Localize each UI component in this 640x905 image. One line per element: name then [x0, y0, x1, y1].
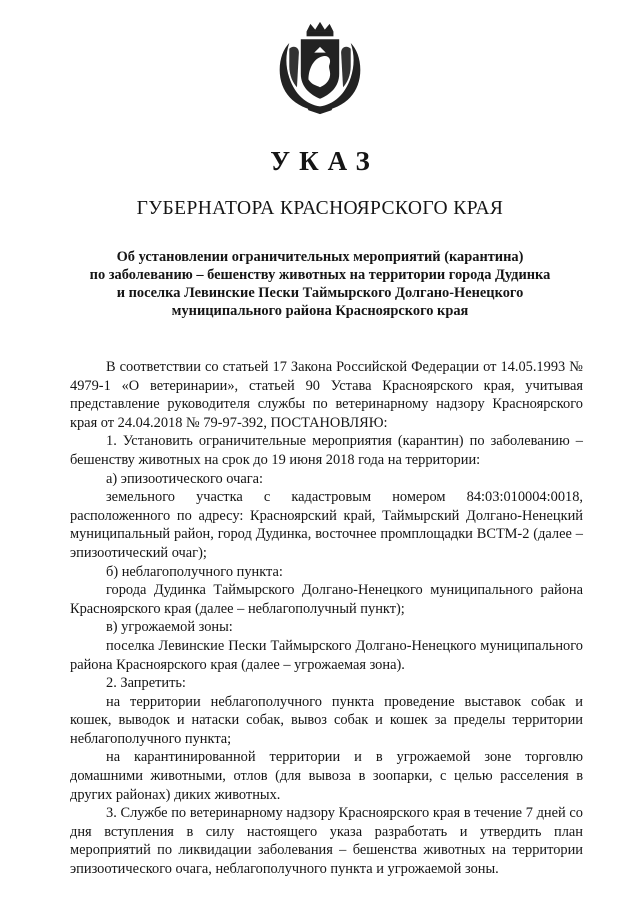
item-3-paragraph: 3. Службе по ветеринарному надзору Красноярского края в течение 7 дней со дня вступления в силу настоящего указа разработать и утвердить план мероприятий по ликвидации заболевания – бешенства животных на территории эпизоотического очага, неблагополучного пункта и угрожаемой зоны. — [70, 805, 583, 878]
heading-line: муниципального района Красноярского края — [171, 303, 469, 319]
subitem-a-label: а) эпизоотического очага: — [106, 470, 264, 487]
subitem-b-label: б) неблагополучного пункта: — [106, 563, 283, 580]
document-subtitle: ГУБЕРНАТОРА КРАСНОЯРСКОГО КРАЯ — [136, 198, 504, 219]
document-title: УКАЗ — [270, 146, 379, 176]
subitem-v-text: поселка Левинские Пески Таймырского Долгано-Ненецкого муниципального района Красноярского края (далее – угрожаемая зона). — [70, 637, 583, 673]
item-2-paragraph: 2. Запретить: — [106, 675, 186, 692]
heading-line: по заболеванию – бешенству животных на территории города Дудинка — [89, 267, 551, 283]
item-1-paragraph: 1. Установить ограничительные мероприятия (карантин) по заболеванию – бешенству животных на срок до 19 июня 2018 года на территории: — [70, 433, 583, 468]
document-heading — [70, 248, 570, 320]
subitem-b-text: города Дудинка Таймырского Долгано-Ненецкого муниципального района Красноярского края (далее – неблагополучный пункт); — [70, 582, 583, 617]
item-2-clause-2: на карантинированной территории и в угрожаемой зоне торговлю домашними животными, отлов (для вывоза в зоопарки, с целью расселения в других районах) диких животных. — [70, 749, 583, 803]
preamble-paragraph: В соответствии со статьей 17 Закона Российской Федерации от 14.05.1993 № 4979-1 «О ветеринарии», статьей 90 Устава Красноярского края, учитывая представление руководителя службы по ветеринарному надзору Красноярского края от 24.04.2018 № 79-97-392, ПОСТАНОВЛЯЮ: — [70, 359, 583, 431]
subitem-v-label: в) угрожаемой зоны: — [106, 619, 233, 636]
document-body — [70, 358, 583, 879]
coat-of-arms-icon — [272, 20, 368, 116]
heading-line: Об установлении ограничительных мероприятий (карантина) — [116, 249, 524, 265]
heading-line: и поселка Левинские Пески Таймырского Долгано-Ненецкого — [116, 285, 524, 301]
item-2-clause-1: на территории неблагополучного пункта проведение выставок собак и кошек, выводок и натаски собак, вывоз собак и кошек за пределы территории неблагополучного пункта; — [70, 693, 583, 747]
subitem-a-text: земельного участка с кадастровым номером 84:03:010004:0018, расположенного по адресу: Красноярский край, Таймырский Долгано-Ненецкий муниципальный район, город Дудинка, восточнее промплощадки ВСТМ-2 (далее – эпизоотический очаг); — [70, 489, 583, 561]
